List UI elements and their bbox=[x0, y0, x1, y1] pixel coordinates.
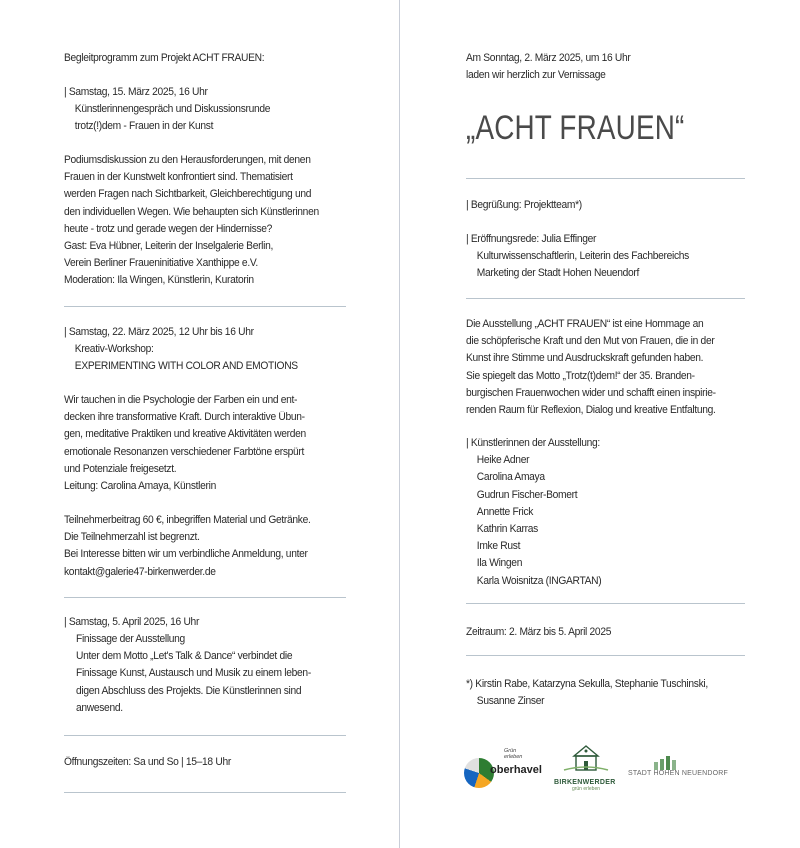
event-3-date: | Samstag, 5. April 2025, 16 Uhr bbox=[64, 616, 200, 628]
event-2-date: | Samstag, 22. März 2025, 12 Uhr bis 16 Uhr bbox=[64, 326, 254, 338]
text-line: Frauen in der Kunstwelt konfrontiert sind. Thematisiert bbox=[64, 171, 293, 184]
event-3-description bbox=[64, 631, 337, 717]
sponsor-logos bbox=[462, 738, 762, 798]
artist-item: Ila Wingen bbox=[476, 557, 523, 570]
event-2-description bbox=[64, 392, 333, 495]
text-line: Moderation: Ila Wingen, Künstlerin, Kuratorin bbox=[64, 274, 254, 287]
divider bbox=[466, 655, 745, 656]
page-fold bbox=[399, 0, 400, 848]
text-line: Bei Interesse bitten wir um verbindliche Anmeldung, unter bbox=[64, 548, 308, 561]
exhibition-title: „ACHT FRAUEN“ bbox=[466, 109, 685, 147]
event-1-description bbox=[64, 152, 347, 290]
event-1-subtitle: trotz(!)dem - Frauen in der Kunst bbox=[74, 120, 214, 132]
event-1-title: Künstlerinnengespräch und Diskussionsrunde bbox=[74, 103, 271, 115]
artist-item: Heike Adner bbox=[476, 454, 530, 467]
contact-email[interactable]: kontakt@galerie47-birkenwerder.de bbox=[64, 565, 216, 578]
text-line: Teilnehmerbeitrag 60 €, inbegriffen Material und Getränke. bbox=[64, 514, 311, 526]
oberhavel-wordmark: oberhavel bbox=[490, 764, 542, 776]
text-line: Wir tauchen in die Psychologie der Farben ein und ent- bbox=[64, 394, 298, 406]
oberhavel-logo bbox=[464, 738, 542, 798]
birkenwerder-building-icon bbox=[554, 742, 618, 774]
artists-label: | Künstlerinnen der Ausstellung: bbox=[466, 437, 600, 449]
welcome-line: | Begrüßung: Projektteam*) bbox=[466, 199, 582, 211]
event-2-fee bbox=[64, 512, 338, 581]
artist-item: Karla Woisnitza (INGARTAN) bbox=[476, 574, 602, 587]
artist-item: Annette Frick bbox=[476, 505, 534, 518]
opening-hours: Öffnungszeiten: Sa und So | 15–18 Uhr bbox=[64, 756, 231, 768]
hohen-neuendorf-wordmark: STADT HOHEN NEUENDORF bbox=[628, 770, 729, 777]
text-line: Kunst ihre Stimme und Ausdruckskraft gefunden haben. bbox=[466, 352, 704, 365]
divider bbox=[466, 178, 745, 179]
text-line: Die Teilnehmerzahl ist begrenzt. bbox=[64, 531, 200, 544]
event-1-date: | Samstag, 15. März 2025, 16 Uhr bbox=[64, 86, 208, 98]
text-line: Gast: Eva Hübner, Leiterin der Inselgalerie Berlin, bbox=[64, 240, 274, 253]
program-intro: Begleitprogramm zum Projekt ACHT FRAUEN: bbox=[64, 52, 265, 64]
event-2-title: Kreativ-Workshop: bbox=[74, 343, 154, 355]
artist-item: Gudrun Fischer-Bomert bbox=[476, 488, 578, 501]
footnote: *) Kirstin Rabe, Katarzyna Sekulla, Stephanie Tuschinski, bbox=[466, 678, 708, 690]
speech-role: Marketing der Stadt Hohen Neuendorf bbox=[476, 267, 640, 280]
text-line: den individuellen Wegen. Wie behaupten sich Künstlerinnen bbox=[64, 205, 319, 218]
text-line: Sie spiegelt das Motto „Trotz(t)dem!“ der 35. Branden- bbox=[466, 369, 695, 382]
text-line: anwesend. bbox=[76, 701, 123, 714]
birkenwerder-wordmark: BIRKENWERDER bbox=[554, 779, 616, 786]
divider bbox=[64, 792, 346, 793]
birkenwerder-slogan: grün erleben bbox=[571, 786, 601, 792]
exhibition-description bbox=[466, 316, 743, 419]
event-2-subtitle: EXPERIMENTING WITH COLOR AND EMOTIONS bbox=[74, 360, 298, 372]
oberhavel-slogan: Grün erleben bbox=[504, 748, 523, 760]
birkenwerder-logo bbox=[554, 742, 618, 798]
divider bbox=[466, 603, 745, 604]
text-line: Leitung: Carolina Amaya, Künstlerin bbox=[64, 480, 216, 493]
text-line: Verein Berliner Fraueninitiative Xanthippe e.V. bbox=[64, 257, 258, 270]
text-line: decken ihre transformative Kraft. Durch interaktive Übun- bbox=[64, 411, 305, 424]
text-line: Podiumsdiskussion zu den Herausforderungen, mit denen bbox=[64, 154, 311, 166]
invitation-line-2: laden wir herzlich zur Vernissage bbox=[466, 69, 606, 81]
hohen-neuendorf-skyline-icon bbox=[652, 756, 682, 770]
text-line: Die Ausstellung „ACHT FRAUEN“ ist eine Hommage an bbox=[466, 318, 704, 330]
text-line: Unter dem Motto „Let's Talk & Dance“ verbindet die bbox=[76, 650, 293, 663]
text-line: Finissage Kunst, Austausch und Musik zu einem leben- bbox=[76, 667, 311, 680]
text-line: die schöpferische Kraft und den Mut von Frauen, die in der bbox=[466, 335, 715, 348]
hohen-neuendorf-logo bbox=[628, 762, 760, 782]
artist-item: Kathrin Karras bbox=[476, 523, 538, 536]
divider bbox=[64, 306, 346, 307]
text-line: burgischen Frauenwochen wider und schafft einen inspirie- bbox=[466, 386, 716, 399]
opening-speech bbox=[466, 231, 714, 283]
artist-item: Imke Rust bbox=[476, 540, 521, 553]
artists-section bbox=[466, 435, 616, 590]
text-line: renden Raum für Reflexion, Dialog und kreative Entfaltung. bbox=[466, 404, 716, 417]
text-line: gen, meditative Praktiken und kreative Aktivitäten werden bbox=[64, 428, 306, 441]
speech-role: Kulturwissenschaftlerin, Leiterin des Fachbereichs bbox=[476, 250, 689, 263]
divider bbox=[466, 298, 745, 299]
text-line: emotionale Resonanzen verschiedener Farbtöne erspürt bbox=[64, 445, 305, 458]
text-line: heute - trotz und gerade wegen der Hindernisse? bbox=[64, 222, 273, 235]
divider bbox=[64, 735, 346, 736]
exhibition-period: Zeitraum: 2. März bis 5. April 2025 bbox=[466, 626, 612, 638]
text-line: werden Fragen nach Sichtbarkeit, Gleichberechtigung und bbox=[64, 188, 312, 201]
footnote-continued: Susanne Zinser bbox=[476, 695, 545, 707]
invitation-line-1: Am Sonntag, 2. März 2025, um 16 Uhr bbox=[466, 52, 631, 64]
artist-item: Carolina Amaya bbox=[476, 471, 545, 484]
speech-speaker: | Eröffnungsrede: Julia Effinger bbox=[466, 233, 597, 245]
text-line: digen Abschluss des Projekts. Die Künstlerinnen sind bbox=[76, 684, 302, 697]
divider bbox=[64, 597, 346, 598]
text-line: Finissage der Ausstellung bbox=[76, 633, 185, 645]
text-line: und Potenziale freigesetzt. bbox=[64, 462, 177, 475]
